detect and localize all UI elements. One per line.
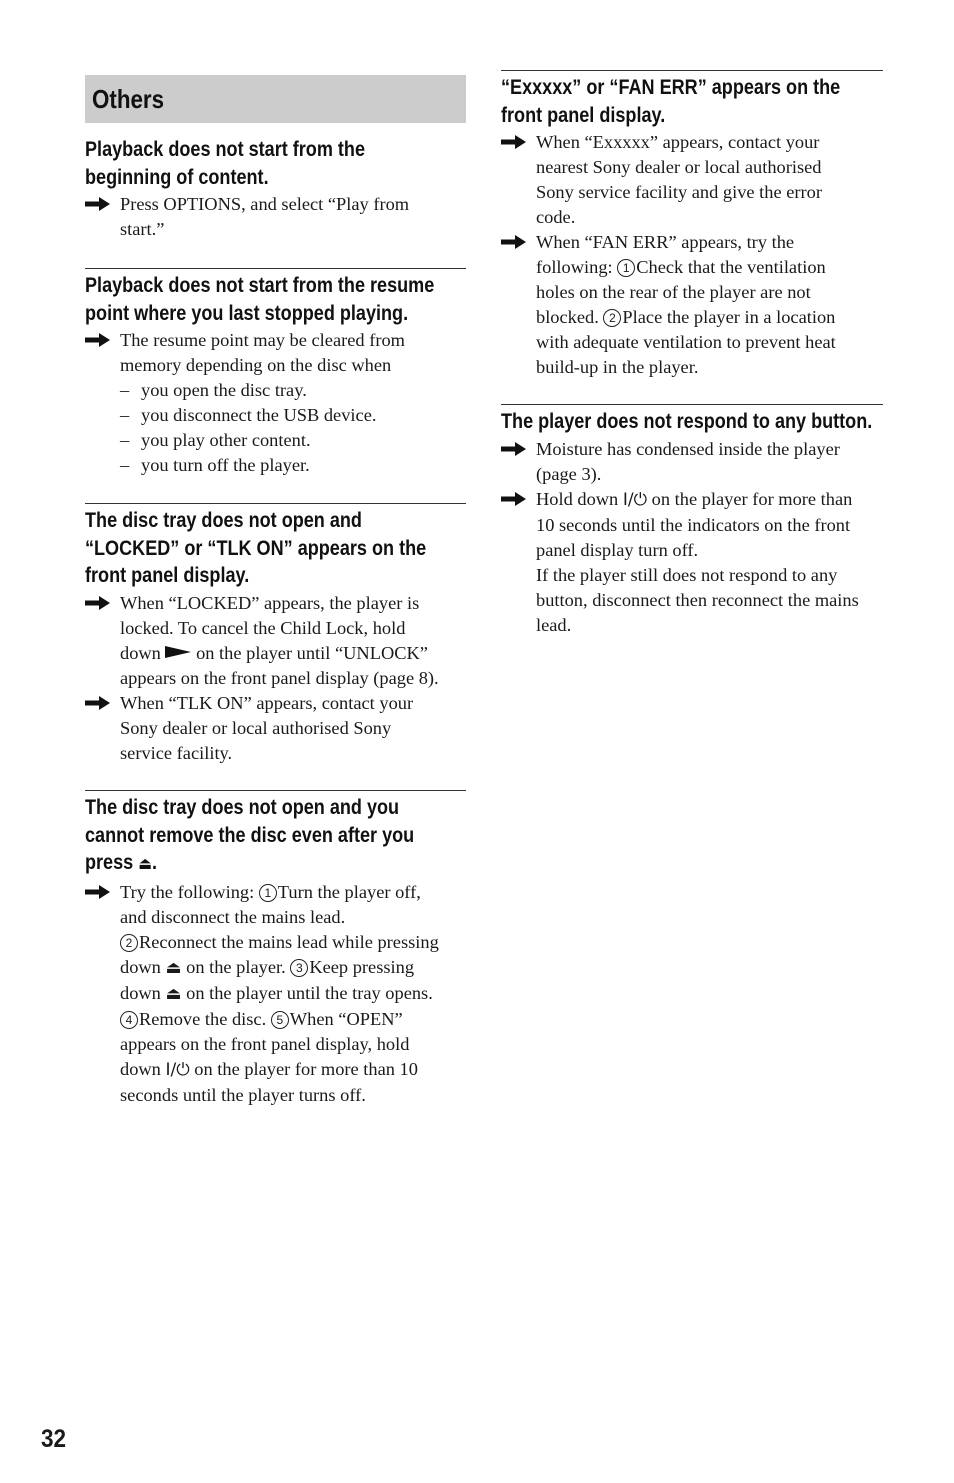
arrow-icon [85,696,110,710]
arrow-icon [501,442,526,456]
section-title: Others [92,83,165,114]
power-icon: I/⏻ [165,1059,190,1080]
topic-playback-resume [85,268,466,478]
heading-line: Playback does not start from the resume [85,274,435,297]
body-line [120,930,466,955]
text-fragment: on the player until “UNLOCK” [191,642,428,663]
heading-line: point where you last stopped playing. [85,301,409,325]
heading-line: Playback does not start from the [85,138,366,161]
body-line: appears on the front panel display (page 8). [120,667,439,688]
body-line: (page 3). [536,463,602,484]
text-fragment: Remove the disc. [139,1008,271,1029]
step-number-2: 2 [120,934,138,952]
body-line: The resume point may be cleared from [120,330,405,350]
dash-bullet: – [120,455,130,475]
eject-icon: ⏏ [165,957,182,978]
solution-item [85,328,466,378]
heading-line: front panel display. [85,564,250,587]
body-line: code. [536,207,576,227]
text-fragment: blocked. [536,307,604,327]
body-line: appears on the front panel display, hold [120,1033,410,1054]
body-line: lead. [536,614,572,635]
body-line [120,641,466,666]
step-number-1: 1 [617,259,635,277]
arrow-icon [85,197,110,211]
heading-line: front panel display. [501,103,666,127]
topic-heading [501,408,882,436]
text-fragment: down [120,982,166,1003]
list-item-text: you turn off the player. [141,455,310,475]
body-line: When “Exxxxx” appears, contact your [536,132,820,152]
solution-item [85,691,466,766]
dash-bullet: – [120,405,130,425]
body-line [120,1007,466,1032]
text-fragment: Turn the player off, [277,881,421,902]
arrow-icon [85,333,110,347]
body-line: memory depending on the disc when [120,355,392,375]
body-line: When “LOCKED” appears, the player is [120,592,420,613]
heading-line: cannot remove the disc even after you [85,823,415,847]
text-fragment: Reconnect the mains lead while pressing [139,931,439,952]
text-fragment: Try the following: [120,881,259,902]
body-line [120,981,466,1007]
topic-error-codes [501,70,883,380]
body-line [120,955,466,981]
body-line [536,487,883,513]
body-line: with adequate ventilation to prevent heat [536,332,836,352]
topic-no-response [501,404,883,638]
body-line [536,255,883,280]
arrow-icon [85,885,110,899]
arrow-icon [85,596,110,610]
body-line: Sony service facility and give the error [536,182,822,202]
text-fragment: on the player. [181,956,291,977]
body-line: and disconnect the mains lead. [120,906,346,927]
text-fragment: down [120,1058,166,1079]
body-line: Sony dealer or local authorised Sony [120,717,392,738]
body-line: seconds until the player turns off. [120,1084,366,1105]
arrow-icon [501,135,526,149]
text-fragment: on the player for more than 10 [189,1058,418,1079]
body-line: If the player still does not respond to any [536,564,838,585]
text-fragment: Keep pressing [309,956,415,977]
heading-line: “LOCKED” or “TLK ON” appears on the [85,536,427,560]
solution-item [85,880,466,1108]
list-item-text: you open the disc tray. [141,380,307,400]
body-line: build-up in the player. [536,357,699,377]
solution-item [501,130,883,230]
dash-bullet: – [120,380,130,400]
body-line: service facility. [120,742,233,763]
arrow-icon [501,235,526,249]
step-number-3: 3 [290,959,308,977]
list-item [85,378,466,403]
section-header [85,75,466,123]
list-item [85,428,466,453]
list-item [85,403,466,428]
topic-heading [85,272,465,327]
solution-item [501,437,883,487]
text-fragment: down [120,956,166,977]
heading-line: “Exxxxx” or “FAN ERR” appears on the [501,76,841,99]
body-line: When “FAN ERR” appears, try the [536,232,795,252]
solution-item [501,487,883,638]
text-fragment: Place the player in a location [622,307,836,327]
solution-item [85,591,466,691]
text-fragment: on the player until the tray opens. [181,982,433,1003]
eject-icon: ⏏ [138,854,153,874]
topic-heading [85,507,465,590]
eject-icon: ⏏ [165,983,182,1004]
heading-line: beginning of content. [85,165,269,189]
power-icon: I/⏻ [622,489,648,510]
body-line: locked. To cancel the Child Lock, hold [120,617,406,638]
solution-item [501,230,883,380]
text-fragment: When “OPEN” [289,1008,403,1029]
body-line: button, disconnect then reconnect the mains [536,589,859,610]
body-line: 10 seconds until the indicators on the front [536,514,851,535]
body-line: start.” [120,219,165,239]
text-fragment: following: [536,257,618,277]
body-line: Press OPTIONS, and select “Play from [120,194,410,214]
step-number-4: 4 [120,1011,138,1029]
arrow-icon [501,492,526,506]
heading-line: The disc tray does not open and [85,509,362,532]
body-line: nearest Sony dealer or local authorised [536,157,822,177]
heading-line [85,849,465,879]
body-line [120,1057,466,1083]
text-fragment: Check that the ventilation [636,257,826,277]
body-line: panel display turn off. [536,539,699,560]
page-number: 32 [41,1425,67,1453]
dash-bullet: – [120,430,130,450]
topic-disc-tray-locked [85,503,466,766]
text-fragment: on the player for more than [647,488,853,509]
heading-line: The disc tray does not open and you [85,796,400,819]
body-line: Moisture has condensed inside the player [536,438,840,459]
topic-heading [501,74,882,129]
body-line [536,305,883,330]
step-number-5: 5 [271,1011,289,1029]
play-icon [165,645,191,659]
step-number-1: 1 [259,884,277,902]
solution-item [85,192,466,242]
step-number-2: 2 [603,309,621,327]
topic-playback-beginning [85,136,466,242]
text-fragment: press [85,851,139,874]
text-fragment: down [120,642,166,663]
body-line [120,880,466,905]
body-line: When “TLK ON” appears, contact your [120,692,414,713]
list-item [85,453,466,478]
topic-disc-tray-eject [85,790,466,1108]
heading-line: The player does not respond to any button. [501,410,873,433]
topic-heading [85,136,465,191]
body-line: holes on the rear of the player are not [536,282,811,302]
topic-heading [85,794,465,879]
text-fragment: Hold down [536,488,623,509]
list-item-text: you play other content. [141,430,311,450]
text-fragment: . [152,851,158,874]
list-item-text: you disconnect the USB device. [141,405,377,425]
